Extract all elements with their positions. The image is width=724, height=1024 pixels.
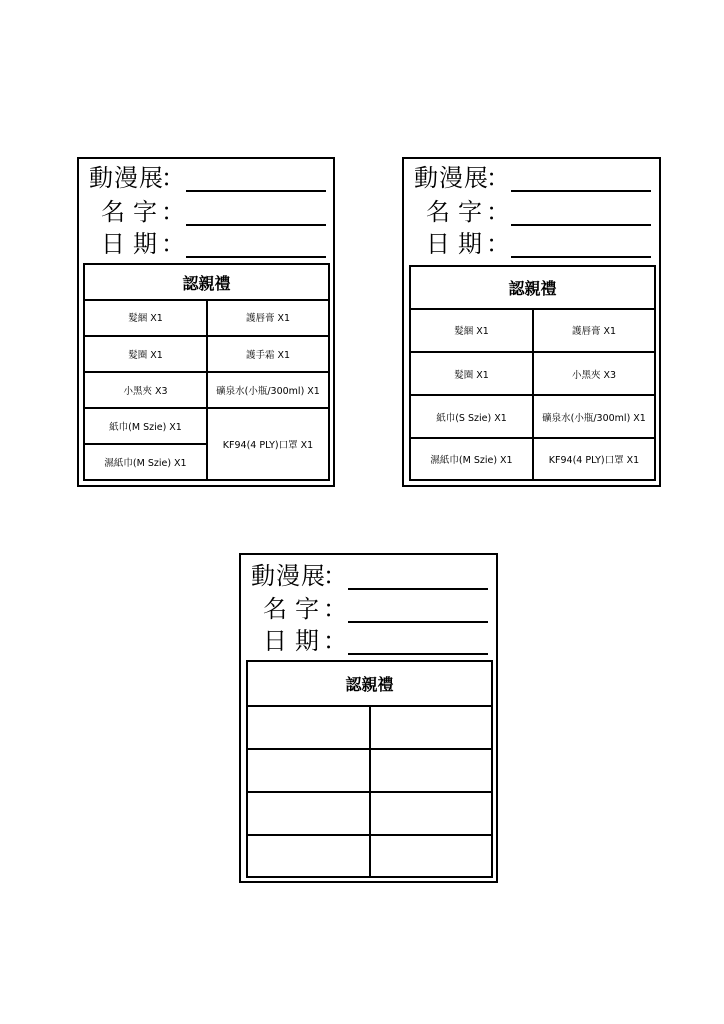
gift-item: 護唇膏 X1 xyxy=(532,308,654,351)
date-label: 日期 xyxy=(101,230,165,258)
name-colon: ： xyxy=(161,198,185,226)
event-field[interactable] xyxy=(186,190,326,192)
gift-table-title: 認親禮 xyxy=(248,662,491,707)
name-colon: ： xyxy=(486,198,510,226)
gift-item: 護手霜 X1 xyxy=(206,335,328,371)
gift-card-3 xyxy=(239,553,498,883)
name-label: 名字 xyxy=(426,198,490,226)
gift-card-1 xyxy=(77,157,335,487)
name-field[interactable] xyxy=(348,621,488,623)
gift-item: 小黑夾 X3 xyxy=(532,351,654,394)
gift-table xyxy=(83,263,330,481)
gift-item: 髮圈 X1 xyxy=(85,335,206,371)
event-label: 動漫展 xyxy=(251,562,326,590)
gift-item: 濕紙巾(M Szie) X1 xyxy=(411,437,532,479)
gift-item xyxy=(369,834,491,876)
event-colon: ： xyxy=(161,164,185,192)
name-label: 名字 xyxy=(263,595,327,623)
gift-card-2 xyxy=(402,157,661,487)
event-field[interactable] xyxy=(348,588,488,590)
gift-item: KF94(4 PLY)口罩 X1 xyxy=(532,437,654,479)
date-field[interactable] xyxy=(511,256,651,258)
gift-item: 濕紙巾(M Szie) X1 xyxy=(85,443,206,479)
date-label: 日期 xyxy=(263,627,327,655)
gift-table-title: 認親禮 xyxy=(85,265,328,301)
gift-item xyxy=(369,748,491,791)
gift-item: 礦泉水(小瓶/300ml) X1 xyxy=(532,394,654,437)
gift-table-title: 認親禮 xyxy=(411,267,654,310)
gift-item xyxy=(369,705,491,748)
gift-item: 髮綑 X1 xyxy=(128,313,163,324)
gift-item: 髮綑 X1 xyxy=(454,325,489,337)
gift-item xyxy=(248,791,369,834)
date-colon: ： xyxy=(486,230,510,258)
gift-item xyxy=(248,748,369,791)
name-field[interactable] xyxy=(511,224,651,226)
gift-item xyxy=(369,791,491,834)
date-label: 日期 xyxy=(426,230,490,258)
event-colon: ： xyxy=(486,164,510,192)
name-colon: ： xyxy=(323,595,347,623)
gift-item: 護唇膏 X1 xyxy=(206,299,328,335)
event-label: 動漫展 xyxy=(89,164,164,192)
name-field[interactable] xyxy=(186,224,326,226)
date-colon: ： xyxy=(161,230,185,258)
gift-item xyxy=(248,834,369,876)
event-label: 動漫展 xyxy=(414,164,489,192)
event-field[interactable] xyxy=(511,190,651,192)
gift-table xyxy=(246,660,493,878)
gift-item: 小黑夾 X3 xyxy=(85,371,206,407)
gift-item: KF94(4 PLY)口罩 X1 xyxy=(206,407,328,479)
gift-table xyxy=(409,265,656,481)
name-label: 名字 xyxy=(101,198,165,226)
date-field[interactable] xyxy=(348,653,488,655)
gift-item: 髮圈 X1 xyxy=(411,351,532,394)
gift-item: 礦泉水(小瓶/300ml) X1 xyxy=(206,371,328,407)
event-colon: ： xyxy=(323,562,347,590)
date-field[interactable] xyxy=(186,256,326,258)
gift-item xyxy=(248,705,369,748)
date-colon: ： xyxy=(323,627,347,655)
gift-item: 紙巾(S Szie) X1 xyxy=(411,394,532,437)
gift-item: 紙巾(M Szie) X1 xyxy=(85,407,206,443)
